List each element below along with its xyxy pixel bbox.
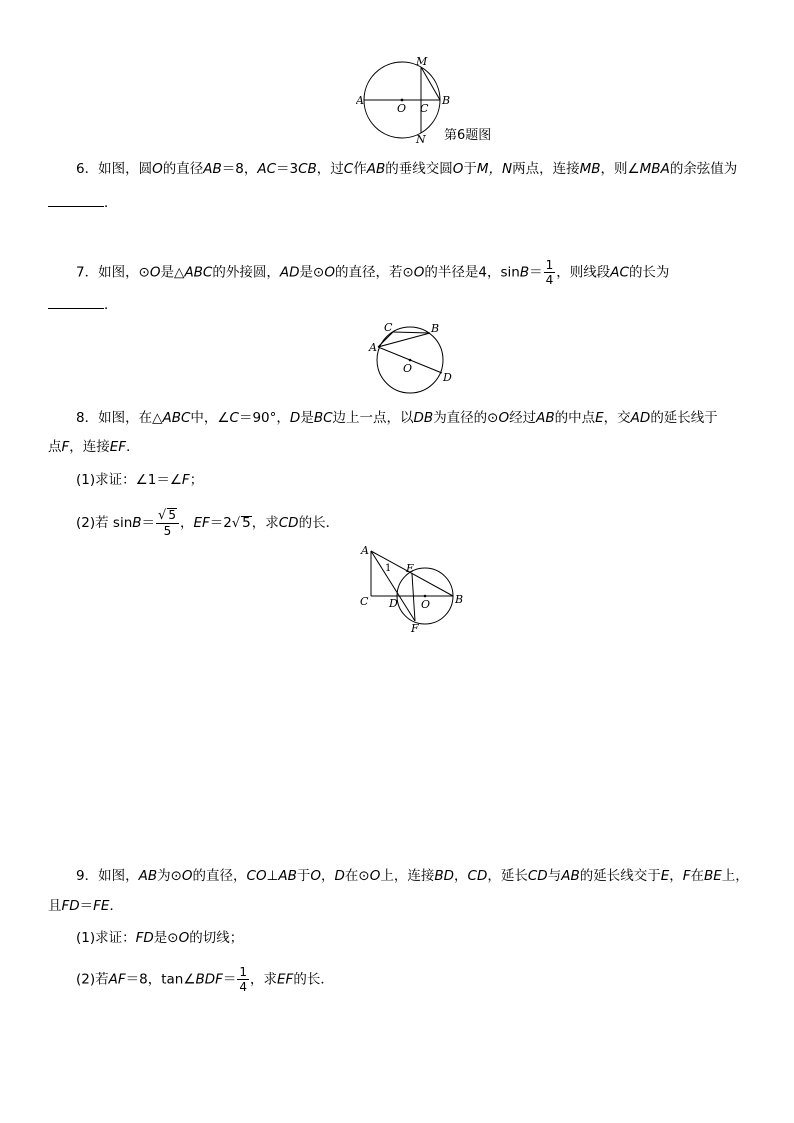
q9-text: ⊥ [266, 868, 279, 884]
q9-text: 的延长线交于 [579, 868, 661, 884]
fig8-label-d: D [389, 597, 398, 610]
q7-text: 的半径是 [424, 264, 479, 281]
q9-line-2 [48, 896, 123, 916]
q8-text: ，交 [603, 410, 631, 426]
q8-text: (2)若 sin [76, 515, 133, 531]
q6-text: 两点，连接 [512, 161, 580, 177]
q8-fraction [156, 508, 179, 538]
q9-fraction [237, 965, 249, 994]
q7-text: 的外接圆， [212, 264, 280, 281]
q9-var: O [181, 868, 193, 884]
q9-text: (1)求证： [76, 930, 136, 946]
fig8-label-e: E [406, 562, 415, 575]
q8-text: 的延长线于 [650, 410, 718, 426]
q7-var: O [324, 264, 335, 281]
q8-var: CD [278, 515, 299, 531]
q6-var: M，N [476, 161, 513, 177]
q8-var: F [61, 439, 70, 455]
q7-text: 的直径，若⊙ [334, 264, 414, 281]
q7-text: 的长为 [628, 264, 670, 281]
q9-var: O [178, 930, 190, 946]
q8-var: DB [413, 410, 434, 426]
figure-7 [366, 320, 460, 400]
q9-var: FD [61, 898, 80, 914]
q9-var: AB [278, 868, 297, 884]
q6-var: O [152, 161, 163, 177]
q7-frac-den: 4 [545, 273, 554, 287]
q8-text: 中，∠ [190, 410, 230, 426]
q7-end: ． [104, 297, 118, 313]
figure-8 [356, 543, 468, 635]
fig6-label-n: N [416, 133, 426, 144]
q7-answer-blank[interactable] [48, 296, 104, 309]
q9-text: ＝ [222, 971, 237, 988]
q9-var: BDF [195, 971, 223, 988]
q6-var: O [452, 161, 464, 177]
fig7-label-a: A [369, 341, 377, 354]
q8-line-1 [76, 408, 718, 428]
q8-var: O [498, 410, 510, 426]
q9-part-2 [76, 965, 334, 994]
q6-text: 于 [463, 161, 477, 177]
fig8-label-angle-1: 1 [385, 563, 392, 574]
q9-text: 的直径， [192, 868, 247, 884]
q6-text: 如图，圆 [98, 161, 153, 177]
q6-text: 的余弦值为 [669, 161, 738, 177]
q8-var: AB [536, 410, 555, 426]
q9-var: E [660, 868, 670, 884]
q7-text: 如图，⊙ [98, 264, 150, 281]
q7-radius: 4 [478, 264, 488, 281]
q9-text: 在 [690, 868, 704, 884]
q8-var: EF [109, 439, 127, 455]
q8-var: E [595, 410, 604, 426]
q8-frac-radicand: 5 [168, 508, 176, 522]
q8-text: 经过 [509, 410, 537, 426]
q6-text: ，过 [316, 161, 344, 177]
fig7-label-c: C [384, 321, 393, 334]
q9-var: D [334, 868, 345, 884]
q6-text: ，则∠ [600, 161, 640, 177]
q9-text: ，求 [250, 971, 278, 988]
fig8-label-a: A [361, 544, 369, 557]
q6-text: 作 [353, 161, 367, 177]
q7-line-2 [48, 295, 118, 315]
fig8-label-b: B [455, 593, 464, 606]
q9-text: 于 [296, 868, 311, 884]
q8-text: ； [189, 472, 204, 488]
q9-text: ＝ [79, 898, 94, 914]
q7-var: AC [610, 264, 629, 281]
fig8-segment-ef [412, 574, 415, 621]
fig6-caption: 第6题图 [444, 128, 492, 143]
fig7-label-d: D [443, 371, 452, 384]
q6-end: ． [104, 195, 118, 211]
q8-text: 是 [300, 410, 314, 426]
q7-var: AD [279, 264, 300, 281]
q9-var: CD [467, 868, 488, 884]
q8-text: ． [126, 439, 140, 455]
q9-text: ， [454, 868, 468, 884]
q7-text: ，则线段 [556, 264, 611, 281]
sqrt-icon: √ [158, 508, 167, 523]
q8-text: ，连接 [69, 439, 110, 455]
q8-var: AD [630, 410, 651, 426]
q9-text: ． [109, 898, 123, 914]
q8-var: EF [193, 515, 210, 531]
q9-var: FD [135, 930, 154, 946]
q9-var: AF [108, 971, 126, 988]
q8-text: ＝90°， [238, 410, 290, 426]
q9-var: O [310, 868, 322, 884]
fig7-segment-ab [378, 333, 430, 347]
q9-var: CD [527, 868, 548, 884]
q9-text: 的长． [293, 971, 334, 988]
fig8-label-o: O [421, 598, 431, 611]
q7-var: O [149, 264, 161, 281]
q7-var: O [413, 264, 425, 281]
q8-radicand: 5 [242, 515, 251, 531]
q8-frac-num [156, 508, 179, 524]
fig6-label-o: O [397, 102, 407, 115]
q8-frac-den: 5 [163, 524, 172, 538]
figure-6 [356, 52, 516, 144]
q8-text: ， [179, 515, 194, 531]
fig6-label-m: M [416, 55, 428, 68]
fig7-label-b: B [431, 322, 440, 335]
q9-var: EF [277, 971, 294, 988]
q8-var: C [229, 410, 239, 426]
q9-text: (2)若 [76, 971, 109, 988]
q9-text: 的切线； [189, 930, 244, 946]
q7-var: B [519, 264, 530, 281]
q8-text: 边上一点，以 [332, 410, 414, 426]
q9-part-1 [76, 928, 243, 948]
q9-text: 与 [547, 868, 562, 884]
q6-text: ＝3 [276, 161, 299, 177]
q8-part-1 [76, 470, 203, 490]
q7-frac-num: 1 [545, 258, 554, 272]
q9-var: AB [561, 868, 580, 884]
q6-text: 的直径 [162, 161, 204, 177]
fig8-label-c: C [360, 595, 369, 608]
fig7-segment-cb [393, 332, 430, 333]
q7-text: ，sin [487, 264, 520, 281]
q8-line-2 [48, 437, 140, 457]
fig6-center-dot [401, 99, 404, 102]
q7-number: 7． [76, 264, 99, 281]
q7-line-1 [76, 258, 669, 287]
fig7-label-o: O [403, 362, 413, 375]
q6-var: CB [298, 161, 317, 177]
q9-text: 在⊙ [344, 868, 370, 884]
q9-frac-num: 1 [239, 965, 248, 979]
q6-var: AC [257, 161, 276, 177]
q9-var: CO [246, 868, 267, 884]
q8-text: ，求 [251, 515, 279, 531]
q6-number: 6． [76, 161, 99, 177]
q6-var: MB [579, 161, 601, 177]
q8-text: 点 [48, 439, 62, 455]
q9-text: ，延长 [487, 868, 528, 884]
q9-var: BD [434, 868, 455, 884]
q8-text: 为直径的⊙ [433, 410, 499, 426]
q8-var: F [181, 472, 190, 488]
q9-text: 且 [48, 898, 62, 914]
q8-text: 的中点 [554, 410, 596, 426]
fig6-label-a: A [356, 94, 364, 107]
q9-var: F [682, 868, 691, 884]
q7-text: 是⊙ [299, 264, 325, 281]
q6-var: MBA [639, 161, 670, 177]
q7-var: ABC [184, 264, 213, 281]
q9-text: 上， [721, 868, 749, 884]
q9-text: 为⊙ [157, 868, 182, 884]
q7-fraction [544, 258, 556, 287]
q8-number: 8． [76, 410, 99, 426]
q9-text: 如图， [98, 868, 139, 884]
fig8-center-dot [424, 595, 427, 598]
q9-number: 9． [76, 868, 99, 884]
q7-text: ＝ [529, 264, 543, 281]
q6-var: AB [203, 161, 222, 177]
q9-text: ， [321, 868, 335, 884]
q8-var: D [289, 410, 301, 426]
sqrt-icon: √ [231, 516, 241, 531]
q8-text: 的长． [298, 515, 340, 531]
q6-text: 的垂线交圆 [385, 161, 453, 177]
q8-text: 如图，在△ [98, 410, 163, 426]
q9-line-1 [76, 866, 749, 886]
q9-text: 是⊙ [153, 930, 179, 946]
q9-frac-den: 4 [239, 980, 248, 994]
q9-var: AB [138, 868, 158, 884]
q8-var: ABC [162, 410, 191, 426]
q9-var: FE [93, 898, 110, 914]
q6-text: ＝8， [221, 161, 258, 177]
fig6-label-b: B [442, 94, 451, 107]
q6-line-1 [76, 159, 737, 179]
q9-text: ＝8，tan∠ [125, 971, 196, 988]
fig8-label-f: F [411, 622, 419, 635]
q8-text: (1)求证：∠1＝∠ [76, 472, 182, 488]
q9-text: 上，连接 [380, 868, 435, 884]
q9-var: BE [704, 868, 722, 884]
q8-var: B [132, 515, 142, 531]
q9-text: ， [669, 868, 683, 884]
fig7-center-dot [409, 359, 412, 362]
q8-text: ＝ [141, 515, 156, 531]
q8-text: ＝2 [209, 515, 232, 531]
q9-var: O [369, 868, 381, 884]
q6-var: C [343, 161, 354, 177]
q6-var: AB [366, 161, 386, 177]
q8-part-2 [76, 508, 339, 538]
fig6-label-c: C [420, 102, 429, 115]
q6-answer-blank[interactable] [48, 194, 104, 207]
q8-var: BC [313, 410, 333, 426]
fig6-segment-mb [421, 67, 440, 100]
q6-line-2 [48, 193, 118, 213]
q7-text: 是△ [160, 264, 185, 281]
